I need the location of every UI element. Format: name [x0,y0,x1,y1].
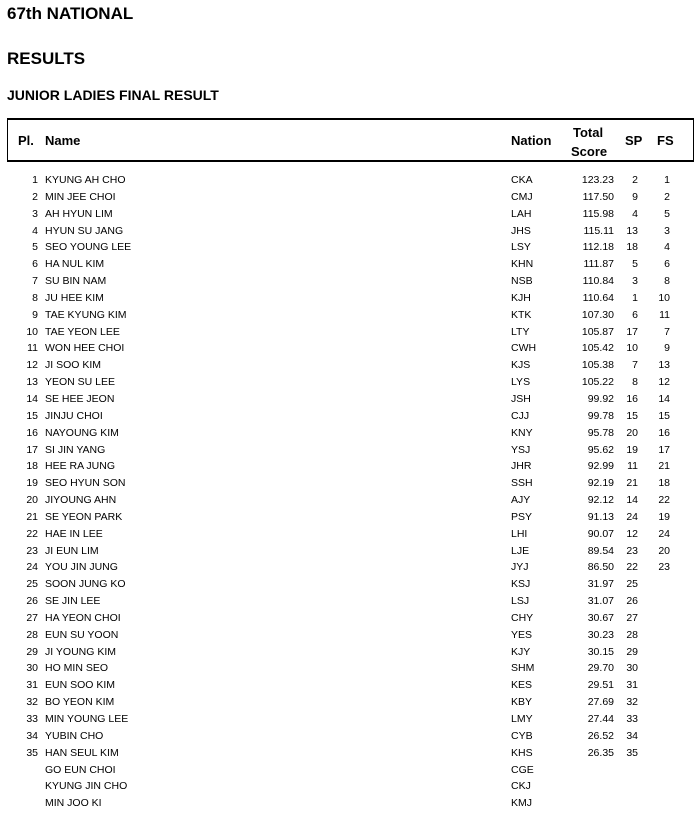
total-score: 99.78 [587,409,614,422]
table-row [0,374,696,391]
nation-code: CJJ [511,409,530,422]
table-row [0,391,696,408]
place: 2 [32,190,38,203]
nation-code: YES [511,628,533,641]
skater-name: GO EUN CHOI [45,763,116,776]
sp-rank: 1 [632,291,638,304]
nation-code: KHS [511,746,533,759]
place: 11 [27,342,38,355]
table-row [0,795,696,812]
nation-code: PSY [511,510,533,523]
fs-rank: 11 [659,308,670,321]
fs-rank: 3 [664,224,670,237]
fs-rank: 2 [664,190,670,203]
fs-rank: 12 [658,376,670,389]
skater-name: HYUN SU JANG [45,224,124,237]
skater-name: EUN SU YOON [45,628,119,641]
nation-code: KSJ [511,578,531,591]
nation-code: CHY [511,611,534,624]
place: 15 [26,409,38,422]
nation-code: LHI [511,527,528,540]
skater-name: JI EUN LIM [45,544,99,557]
sp-rank: 26 [626,595,638,608]
table-row [0,627,696,644]
fs-rank: 10 [658,291,670,304]
sp-rank: 4 [632,207,638,220]
total-score: 105.87 [581,325,614,338]
place: 30 [26,662,38,675]
total-score: 86.50 [587,561,614,574]
total-score: 95.78 [587,426,614,439]
nation-code: JYJ [511,561,529,574]
skater-name: SEO HYUN SON [45,477,126,490]
sp-rank: 2 [632,174,638,186]
table-row [0,543,696,560]
nation-code: CKJ [511,780,531,793]
sp-rank: 3 [632,275,638,288]
event-title: 67th NATIONAL [7,4,134,23]
skater-name: MIN JOO KI [45,797,102,810]
table-row [0,425,696,442]
sp-rank: 22 [626,561,638,574]
sp-rank: 11 [627,460,638,473]
nation-code: LMY [511,713,533,725]
place: 9 [32,308,38,321]
total-score: 30.15 [587,645,614,658]
place: 6 [32,258,38,271]
nation-code: LSJ [511,595,530,608]
nation-code: KTK [511,308,532,321]
skater-name: YOU JIN JUNG [45,561,118,574]
nation-code: LSY [511,241,531,254]
nation-code: CGE [511,763,534,776]
place: 23 [26,544,38,557]
nation-code: KBY [511,696,533,709]
place: 31 [26,679,38,692]
nation-code: KJY [511,645,531,658]
sp-rank: 8 [632,376,638,389]
table-row [0,307,696,324]
nation-code: LAH [511,207,532,220]
nation-code: YSJ [511,443,531,456]
nation-code: JHS [511,224,531,237]
fs-rank: 4 [664,241,670,254]
place: 17 [26,443,38,456]
table-row [0,492,696,509]
total-score: 105.22 [581,376,614,389]
total-score: 27.69 [587,696,614,709]
total-score: 107.30 [581,308,614,321]
skater-name: YUBIN CHO [45,729,104,742]
table-row [0,172,696,189]
nation-code: KHN [511,258,534,271]
nation-code: CMJ [511,190,533,203]
total-score: 91.13 [587,510,614,523]
sp-rank: 30 [626,662,638,675]
skater-name: KYUNG AH CHO [45,174,126,186]
sp-rank: 6 [632,308,638,321]
total-score: 31.07 [587,595,614,608]
skater-name: HEE RA JUNG [45,460,116,473]
place: 19 [26,477,38,490]
skater-name: HO MIN SEO [45,662,109,675]
total-score: 29.70 [587,662,614,675]
table-row [0,576,696,593]
sp-rank: 20 [626,426,638,439]
place: 25 [26,578,38,591]
table-row [0,509,696,526]
table-row [0,290,696,307]
skater-name: YEON SU LEE [45,376,116,389]
place: 26 [26,595,38,608]
place: 32 [26,696,38,709]
table-row [0,745,696,762]
place: 35 [26,746,38,759]
skater-name: WON HEE CHOI [45,342,125,355]
skater-name: TAE KYUNG KIM [45,308,127,321]
skater-name: KYUNG JIN CHO [45,780,128,793]
sp-rank: 34 [626,729,638,742]
place: 24 [26,561,38,574]
place: 12 [26,359,38,372]
nation-code: KNY [511,426,533,439]
table-row [0,223,696,240]
skater-name: MIN YOUNG LEE [45,713,129,725]
fs-rank: 21 [658,460,670,473]
skater-name: MIN JEE CHOI [45,190,116,203]
skater-name: HA NUL KIM [45,258,105,271]
skater-name: HA YEON CHOI [45,611,121,624]
table-row [0,610,696,627]
sp-rank: 7 [632,359,638,372]
sp-rank: 14 [626,494,638,507]
nation-code: KES [511,679,533,692]
sp-rank: 9 [632,190,638,203]
skater-name: TAE YEON LEE [45,325,120,338]
sp-rank: 25 [626,578,638,591]
fs-rank: 14 [658,392,670,405]
nation-code: LYS [511,376,531,389]
header-sp: SP [625,133,643,148]
place: 4 [32,224,38,237]
sp-rank: 10 [626,342,638,355]
fs-rank: 1 [664,174,670,186]
table-row [0,458,696,475]
sp-rank: 19 [626,443,638,456]
header-name: Name [45,133,81,148]
table-row [0,762,696,779]
table-row [0,239,696,256]
sp-rank: 18 [626,241,638,254]
skater-name: NAYOUNG KIM [45,426,119,439]
table-row [0,357,696,374]
total-score: 105.38 [581,359,614,372]
sp-rank: 29 [626,645,638,658]
place: 28 [26,628,38,641]
skater-name: JI YOUNG KIM [45,645,116,658]
nation-code: NSB [511,275,533,288]
nation-code: AJY [511,494,531,507]
total-score: 30.67 [587,611,614,624]
total-score: 117.50 [582,190,614,203]
table-row [0,324,696,341]
fs-rank: 18 [658,477,670,490]
place: 7 [32,275,38,288]
total-score: 112.18 [582,241,614,254]
table-row [0,559,696,576]
place: 8 [32,291,38,304]
table-row [0,256,696,273]
place: 10 [26,325,38,338]
skater-name: SI JIN YANG [45,443,106,456]
sp-rank: 31 [626,679,638,692]
place: 13 [26,376,38,389]
table-row [0,778,696,795]
fs-rank: 24 [658,527,670,540]
total-score: 26.52 [587,729,614,742]
fs-rank: 17 [658,443,670,456]
total-score: 115.11 [583,224,614,237]
table-header [7,118,694,162]
table-row [0,593,696,610]
total-score: 26.35 [587,746,614,759]
sp-rank: 28 [626,628,638,641]
header-place: Pl. [18,133,34,148]
place: 16 [26,426,38,439]
sp-rank: 32 [626,696,638,709]
header-score: Score [571,144,608,159]
nation-code: JSH [511,392,531,405]
table-row [0,711,696,728]
total-score: 92.99 [587,460,614,473]
table-row [0,475,696,492]
table-row [0,273,696,290]
nation-code: JHR [511,460,532,473]
section-title: RESULTS [7,49,86,68]
sp-rank: 5 [632,258,638,271]
total-score: 27.44 [587,713,614,725]
total-score: 115.98 [582,207,614,220]
nation-code: CKA [511,174,533,186]
nation-code: CWH [511,342,537,355]
sp-rank: 27 [626,611,638,624]
place: 1 [32,174,38,186]
skater-name: BO YEON KIM [45,696,115,709]
fs-rank: 6 [664,258,670,271]
nation-code: KJS [511,359,531,372]
skater-name: SEO YOUNG LEE [45,241,132,254]
total-score: 29.51 [587,679,614,692]
skater-name: SU BIN NAM [45,275,107,288]
table-row [0,677,696,694]
skater-name: HAN SEUL KIM [45,746,119,759]
table-row [0,189,696,206]
sp-rank: 13 [626,224,638,237]
skater-name: SE HEE JEON [45,392,115,405]
skater-name: SOON JUNG KO [45,578,126,591]
header-total: Total [573,125,604,140]
skater-name: JINJU CHOI [45,409,103,422]
sp-rank: 12 [626,527,638,540]
nation-code: LJE [511,544,530,557]
place: 20 [26,494,38,507]
fs-rank: 5 [664,207,670,220]
total-score: 99.92 [587,392,614,405]
total-score: 110.84 [582,275,614,288]
place: 18 [26,460,38,473]
total-score: 90.07 [587,527,614,540]
skater-name: JIYOUNG AHN [45,494,117,507]
place: 33 [26,713,38,725]
results-table [0,172,696,812]
fs-rank: 22 [658,494,670,507]
nation-code: KMJ [511,797,532,810]
total-score: 95.62 [587,443,614,456]
total-score: 111.87 [583,258,614,271]
table-row [0,728,696,745]
table-row [0,442,696,459]
skater-name: HAE IN LEE [45,527,103,540]
sp-rank: 15 [626,409,638,422]
total-score: 92.12 [587,494,614,507]
fs-rank: 23 [658,561,670,574]
table-row [0,694,696,711]
total-score: 30.23 [587,628,614,641]
place: 27 [26,611,38,624]
table-row [0,660,696,677]
fs-rank: 19 [658,510,670,523]
fs-rank: 13 [658,359,670,372]
header-fs: FS [657,133,674,148]
table-row [0,526,696,543]
place: 14 [26,392,38,405]
sp-rank: 21 [626,477,638,490]
fs-rank: 16 [658,426,670,439]
category-title: JUNIOR LADIES FINAL RESULT [7,87,219,103]
skater-name: SE YEON PARK [45,510,123,523]
nation-code: LTY [511,325,530,338]
table-row [0,340,696,357]
place: 21 [26,510,38,523]
place: 22 [26,527,38,540]
place: 3 [32,207,38,220]
nation-code: SSH [511,477,533,490]
skater-name: JI SOO KIM [45,359,102,372]
table-row [0,206,696,223]
fs-rank: 8 [664,275,670,288]
total-score: 92.19 [587,477,614,490]
place: 29 [26,645,38,658]
table-row [0,408,696,425]
nation-code: KJH [511,291,531,304]
table-row [0,644,696,661]
fs-rank: 15 [658,409,670,422]
total-score: 123.23 [581,174,614,186]
nation-code: CYB [511,729,533,742]
total-score: 110.64 [582,291,614,304]
total-score: 89.54 [587,544,614,557]
total-score: 31.97 [587,578,614,591]
sp-rank: 23 [626,544,638,557]
skater-name: AH HYUN LIM [45,207,113,220]
place: 34 [26,729,38,742]
sp-rank: 16 [626,392,638,405]
total-score: 105.42 [581,342,614,355]
fs-rank: 7 [664,325,670,338]
header-nation: Nation [511,133,552,148]
skater-name: SE JIN LEE [45,595,101,608]
sp-rank: 33 [626,713,638,725]
sp-rank: 35 [626,746,638,759]
skater-name: EUN SOO KIM [45,679,116,692]
place: 5 [32,241,38,254]
sp-rank: 17 [626,325,638,338]
sp-rank: 24 [626,510,638,523]
skater-name: JU HEE KIM [45,291,104,304]
nation-code: SHM [511,662,535,675]
fs-rank: 20 [658,544,670,557]
fs-rank: 9 [664,342,670,355]
